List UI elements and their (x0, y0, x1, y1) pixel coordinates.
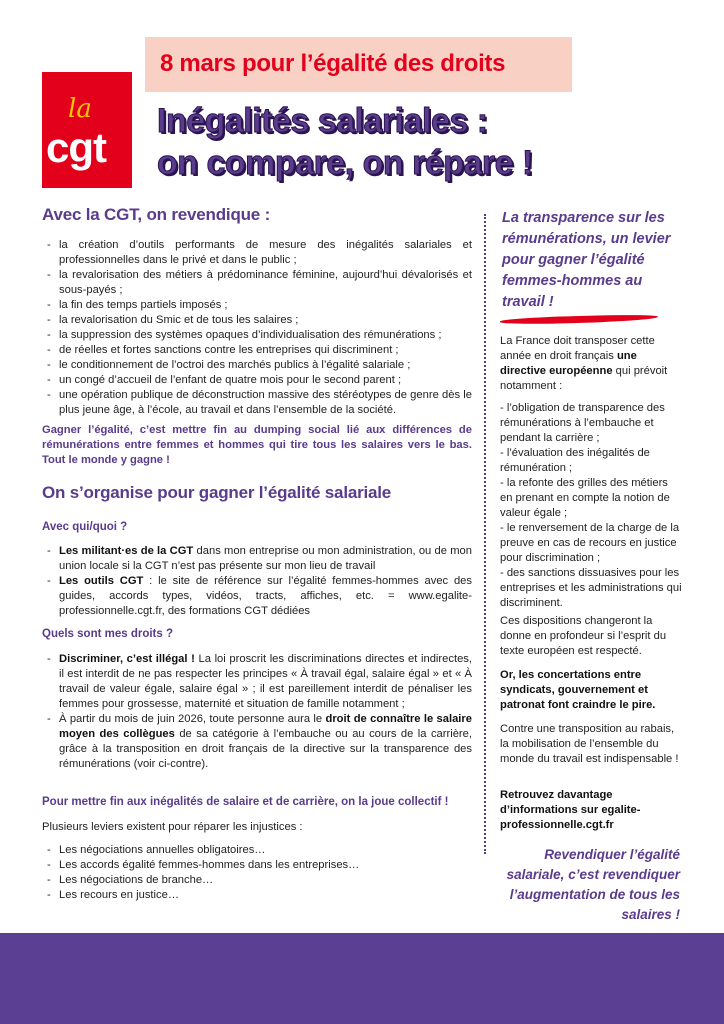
demand-item: - la création d’outils performants de mesure des inégalités salariales et professionnelles dans le privé et dans le public ; (47, 238, 472, 268)
who-list (47, 544, 472, 619)
who-item-text: dans mon entreprise ou mon administration, ou de mon union locale si la CGT n’est pas présente sur mon lieu de travail (59, 545, 472, 572)
rights-heading: Quels sont mes droits ? (42, 628, 173, 640)
lever-item: - Les recours en justice… (47, 888, 472, 903)
rights-item-text: de sa catégorie à l’embauche ou au cours de la carrière, grâce à la transposition en droit français de la directive sur la transparence des rémunérations (voir ci-contre). (59, 728, 472, 770)
who-item-bold: Les outils CGT (59, 575, 144, 587)
organise-heading: On s’organise pour gagner l’égalité salariale (42, 483, 392, 502)
levers-list (47, 843, 472, 903)
demand-item: - la suppression des systèmes opaques d’individualisation des rémunérations ; (47, 328, 472, 343)
logo-cgt-text: cgt (46, 124, 106, 171)
rights-item (47, 652, 472, 712)
demand-item: - un congé d’accueil de l’enfant de quatre mois pour le second parent ; (47, 373, 472, 388)
rights-item-bold: droit de connaître le salaire moyen des collègues (59, 713, 472, 740)
title-line-1: Inégalités salariales : (157, 102, 488, 140)
sidebar-directive-list (500, 401, 682, 611)
collective-heading: Pour mettre fin aux inégalités de salaire et de carrière, on la joue collectif ! (42, 796, 449, 808)
who-item (47, 544, 472, 574)
sidebar-closing-slogan: Revendiquer l’égalité salariale, c’est revendiquer l’augmentation de tous les salaires ! (506, 847, 680, 922)
rights-item-pre: À partir du mois de juin 2026, toute personne aura le (59, 713, 326, 725)
demands-heading: Avec la CGT, on revendique : (42, 205, 271, 224)
rights-item-bold: Discriminer, c’est illégal ! (59, 653, 195, 665)
sidebar-concertations: Or, les concertations entre syndicats, gouvernement et patronat font craindre le pire. (500, 669, 656, 711)
sidebar-dispositions: Ces dispositions changeront la donne en profondeur si l’esprit du texte européen est respecté. (500, 615, 667, 657)
sidebar-mobilisation: Contre une transposition au rabais, la mobilisation de l’ensemble du monde du travail est indispensable ! (500, 723, 679, 765)
sidebar-intro (500, 334, 682, 394)
demand-item: - le conditionnement de l’octroi des marchés publics à l’égalité salariale ; (47, 358, 472, 373)
rights-item (47, 712, 472, 772)
rights-item-text: La loi proscrit les discriminations directes et indirectes, il est interdit de ne pas respecter les principes « À travail égal, salaire égal » et « À travail de valeur égale, salaire égal » ; il est pareillement interdit de pénaliser les femmes pour grossesse, maternité et situation de famille notamment ; (59, 653, 472, 710)
demand-item: - la fin des temps partiels imposés ; (47, 298, 472, 313)
rights-list (47, 652, 472, 772)
lever-item: - Les négociations annuelles obligatoires… (47, 843, 472, 858)
page-title (157, 100, 533, 184)
lever-item: - Les accords égalité femmes-hommes dans les entreprises… (47, 858, 472, 873)
sidebar-intro-bold: une directive européenne (500, 350, 637, 377)
footer-band (0, 933, 724, 1024)
demands-list (47, 238, 472, 418)
banner-title: 8 mars pour l’égalité des droits (160, 50, 506, 77)
who-item-text: : le site de référence sur l’égalité femmes-hommes avec des guides, accords types, vidéos, tracts, affiches, etc. = www.egalite-professionnelle.cgt.fr, des formations CGT dédiées (59, 575, 472, 617)
logo-la-text: la (68, 94, 92, 124)
demand-item: - de réelles et fortes sanctions contre les entreprises qui discriminent ; (47, 343, 472, 358)
sidebar-more-info: Retrouvez davantage d’informations sur egalite-professionnelle.cgt.fr (500, 789, 641, 831)
who-item (47, 574, 472, 619)
directive-item: - le renversement de la charge de la preuve en cas de recours en justice pour discrimination ; (500, 522, 680, 564)
cgt-logo (42, 72, 132, 188)
levers-intro: Plusieurs leviers existent pour réparer les injustices : (42, 821, 303, 833)
lever-item: - Les négociations de branche… (47, 873, 472, 888)
title-line-2: on compare, on répare ! (157, 144, 533, 182)
directive-item: - l’obligation de transparence des rémunérations à l’embauche et pendant la carrière ; (500, 402, 665, 444)
directive-item: - l’évaluation des inégalités de rémunération ; (500, 447, 650, 474)
directive-item: - des sanctions dissuasives pour les entreprises et les administrations qui discriminent. (500, 567, 682, 609)
demand-item: - la revalorisation des métiers à prédominance féminine, aujourd’hui dévalorisés et sous-payés ; (47, 268, 472, 298)
sidebar-title: La transparence sur les rémunérations, un levier pour gagner l’égalité femmes-hommes au travail ! (502, 210, 671, 310)
sidebar-intro-post: qui prévoit notamment : (500, 365, 668, 392)
sidebar-intro-pre: La France doit transposer cette année en droit français (500, 335, 655, 362)
demand-item: - la revalorisation du Smic et de tous les salaires ; (47, 313, 472, 328)
column-divider (484, 214, 486, 854)
who-heading: Avec qui/quoi ? (42, 521, 128, 533)
who-item-bold: Les militant·es de la CGT (59, 545, 194, 557)
demand-item: - une opération publique de déconstruction massive des stéréotypes de genre dès le plus jeune âge, à l’école, au travail et dans l’ensemble de la société. (47, 388, 472, 418)
red-brush-stroke (500, 314, 658, 325)
directive-item: - la refonte des grilles des métiers en prenant en compte la notion de valeur égale ; (500, 477, 670, 519)
demands-conclusion: Gagner l’égalité, c’est mettre fin au dumping social lié aux différences de rémunérations entre femmes et hommes qui tire tous les salaires vers le bas. Tout le monde y gagne ! (42, 424, 472, 466)
